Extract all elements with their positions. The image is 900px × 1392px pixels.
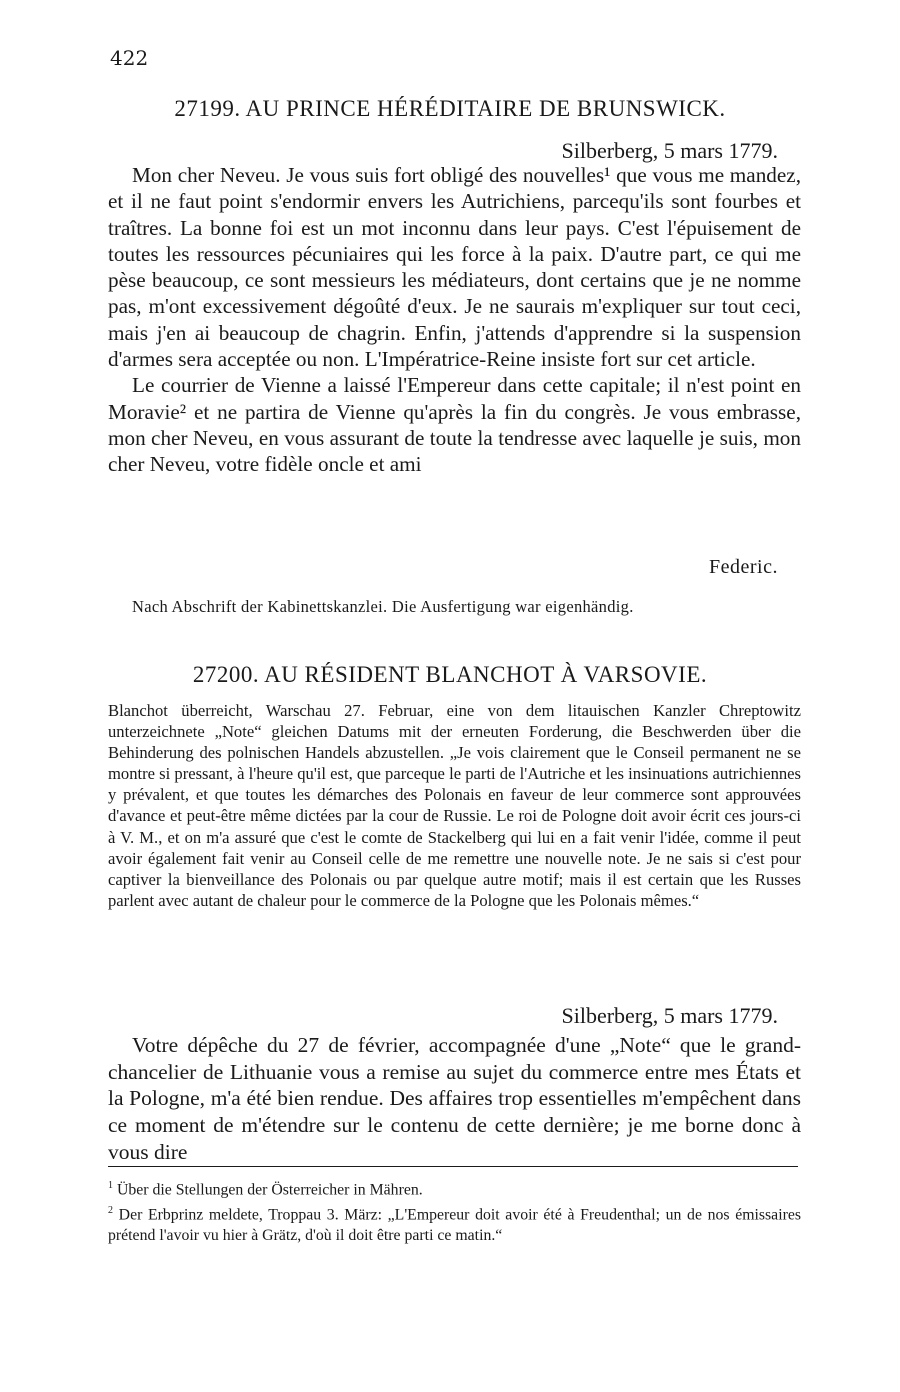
- page-number: 422: [110, 46, 149, 70]
- footnote-2: [108, 1201, 801, 1246]
- letter-2-summary: Blanchot überreicht, Warschau 27. Februar, eine von dem litauischen Kanzler Chreptowitz unterzeichnete „Note“ gleichen Datums mit der erneuten Forderung, die Beschwerden über die Behinderung des polnischen Handels abzustellen. „Je vois clairement que le Conseil permanent ne se montre si pressant, à l'heure qu'il est, que parceque le parti de l'Autriche et les insinuations autrichiennes y prévalent, et que toutes les démarches des Polonais en faveur de leur commerce sont approuvées d'avance et peut-être même dictées par la cour de Russie. Le roi de Pologne doit avoir écrit ces jours-ci à V. M., et on m'a assuré que c'est le comte de Stackelberg qui lui en a fait venir l'idée, comme il peut avoir également fait venir au Conseil celle de me remettre une nouvelle note. Je ne sais si c'est pour captiver la bienveillance des Polonais ou par quelque autre motif; mais il est certain que les Russes parlent avec autant de chaleur pour le commerce de la Pologne que les Polonais mêmes.“: [108, 701, 801, 910]
- letter-2-body: Votre dépêche du 27 de février, accompagnée d'une „Note“ que le grand-chancelier de Lithuanie vous a remise au sujet du commerce entre mes États et la Pologne, m'a été bien rendue. Des affaires trop essentielles m'empêchent dans ce moment de m'étendre sur le contenu de cette dernière; je me borne donc à vous dire: [108, 1033, 801, 1164]
- letter-1-body: [108, 162, 801, 478]
- footnote-text: Über die Stellungen der Österreicher in Mähren.: [116, 1181, 423, 1199]
- footnote-1: [108, 1176, 801, 1201]
- signature: Federic.: [709, 556, 778, 578]
- footnote-rule: [108, 1166, 798, 1167]
- footnote-text: Der Erbprinz meldete, Troppau 3. März: „L'Empereur doit avoir été à Freudenthal; un de nos émissaires prétend l'avoir vu hier à Grätz, d'où il doit être parti ce matin.“: [108, 1206, 802, 1244]
- footnote-marker: 1: [108, 1180, 113, 1191]
- letter-1-heading: 27199. AU PRINCE HÉRÉDITAIRE DE BRUNSWICK.: [174, 96, 726, 121]
- footnotes: [108, 1176, 801, 1246]
- footnote-marker: 2: [108, 1204, 113, 1216]
- letter-1-paragraph-1: Mon cher Neveu. Je vous suis fort obligé des nouvelles¹ que vous me mandez, et il ne faut point s'endormir envers les Autrichiens, parcequ'ils sont fourbes et traîtres. La bonne foi est un mot inconnu dans leur pays. C'est l'épuisement de toutes les ressources pécuniaires qui les force à la paix. D'autre part, ce qui me pèse beaucoup, ce sont messieurs les médiateurs, dont certains que je ne nomme pas, m'ont excessivement dégoûté d'eux. Je ne saurais m'expliquer sur tout ceci, mais j'en ai beaucoup de chagrin. Enfin, j'attends d'apprendre si la suspension d'armes sera acceptée ou non. L'Impératrice-Reine insiste fort sur cet article.: [108, 163, 801, 372]
- source-note: Nach Abschrift der Kabinettskanzlei. Die Ausfertigung war eigenhändig.: [132, 597, 634, 616]
- letter-1-paragraph-2: Le courrier de Vienne a laissé l'Empereur dans cette capitale; il n'est point en Moravie² et ne partira de Vienne qu'après la fin du congrès. Je vous embrasse, mon cher Neveu, en vous assurant de toute la tendresse avec laquelle je suis, mon cher Neveu, votre fidèle oncle et ami: [108, 373, 801, 477]
- letter-2-heading: 27200. AU RÉSIDENT BLANCHOT À VARSOVIE.: [192, 662, 708, 687]
- letter-2-dateline: Silberberg, 5 mars 1779.: [561, 1003, 778, 1028]
- letter-1-dateline: Silberberg, 5 mars 1779.: [561, 138, 778, 163]
